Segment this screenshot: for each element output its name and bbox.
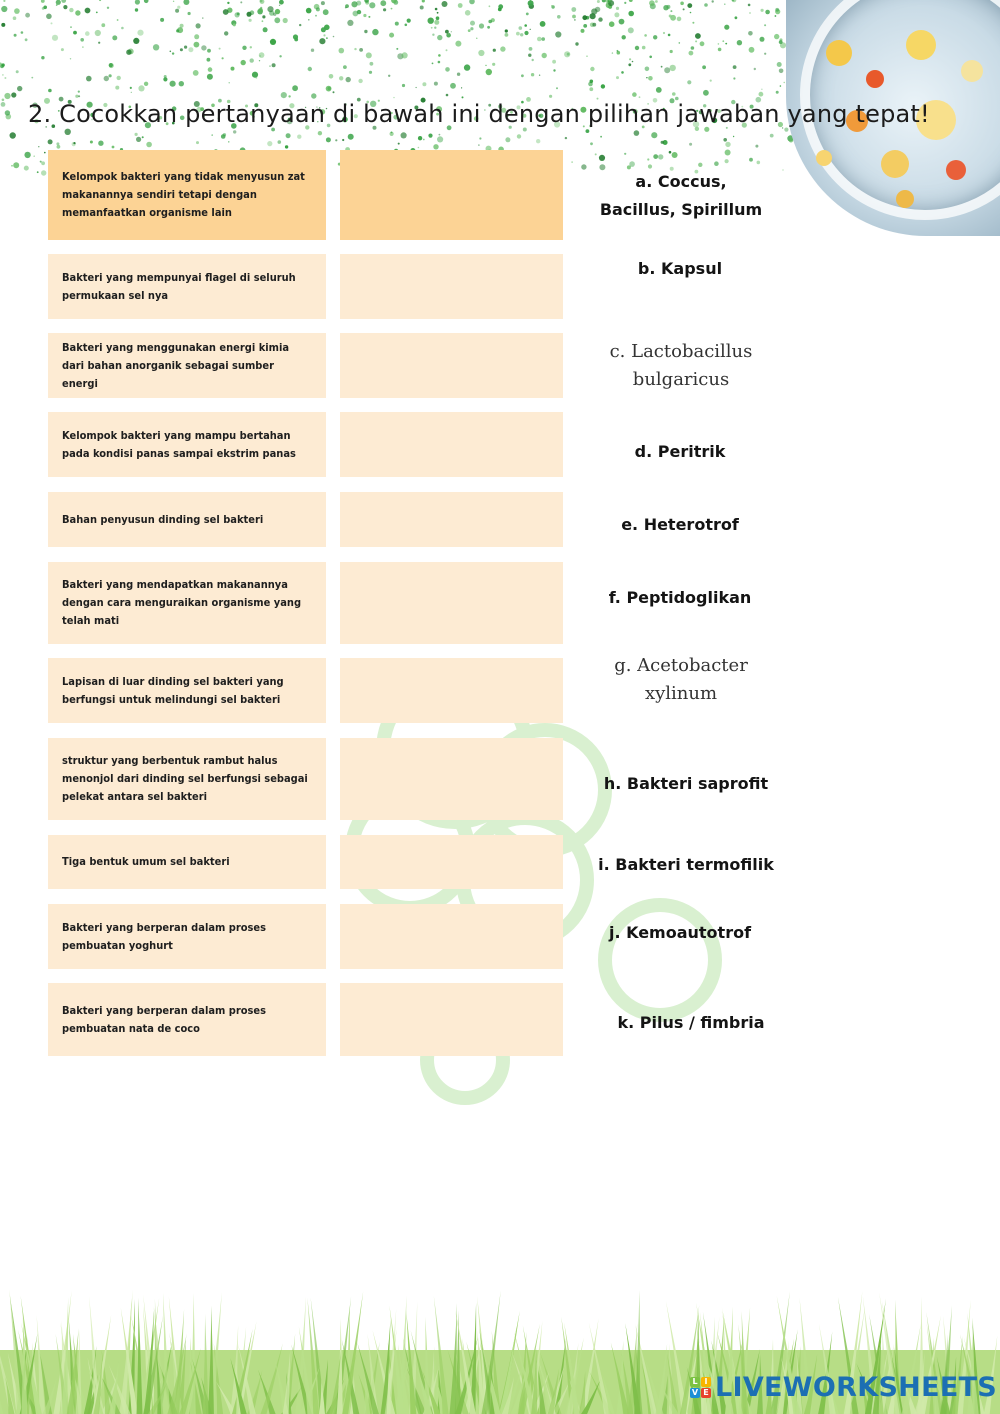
answer-drop-box[interactable]	[340, 658, 563, 723]
question-text: Tiga bentuk umum sel bakteri	[62, 855, 230, 868]
answer-option[interactable]: d. Peritrik	[634, 442, 726, 461]
brand-name: LIVEWORKSHEETS	[715, 1372, 998, 1403]
question-text: Bahan penyusun dinding sel bakteri	[62, 512, 264, 526]
question-box	[48, 562, 326, 644]
question-box	[48, 333, 326, 398]
question-box	[48, 658, 326, 723]
question-text: Bakteri yang berperan dalam proses pembuatan nata de coco	[62, 1003, 267, 1035]
answer-drop-box[interactable]	[340, 254, 563, 319]
answer-option[interactable]: c. Lactobacillus bulgaricus	[609, 341, 753, 390]
page-title: 2. Cocokkan pertanyaan di bawah ini dengan pilihan jawaban yang tepat!	[28, 100, 930, 128]
question-box	[48, 412, 326, 477]
question-box	[48, 835, 326, 889]
question-text: Kelompok bakteri yang tidak menyusun zat makanannya sendiri tetapi dengan memanfaatkan organisme lain	[62, 170, 305, 219]
question-text: struktur yang berbentuk rambut halus menonjol dari dinding sel berfungsi sebagai pelekat antara sel bakteri	[62, 754, 308, 803]
answer-drop-box[interactable]	[340, 835, 563, 889]
answer-option[interactable]: g. Acetobacter xylinum	[614, 655, 748, 704]
question-box	[48, 983, 326, 1056]
answer-option[interactable]: a. Coccus, Bacillus, Spirillum	[599, 172, 763, 219]
logo-letter: E	[701, 1388, 711, 1398]
question-box	[48, 904, 326, 969]
answer-option[interactable]: i. Bakteri termofilik	[598, 855, 774, 874]
question-text: Bakteri yang berperan dalam proses pembuatan yoghurt	[62, 920, 267, 952]
logo-letter: V	[691, 1388, 699, 1397]
question-text: Lapisan di luar dinding sel bakteri yang berfungsi untuk melindungi sel bakteri	[62, 674, 284, 706]
liveworksheets-icon	[690, 1377, 711, 1398]
question-text: Bakteri yang mendapatkan makanannya dengan cara menguraikan organisme yang telah mati	[62, 578, 302, 627]
question-box	[48, 254, 326, 319]
answer-drop-box[interactable]	[340, 492, 563, 547]
answer-option[interactable]: k. Pilus / fimbria	[617, 1013, 765, 1032]
answer-drop-box[interactable]	[340, 904, 563, 969]
question-box	[48, 492, 326, 547]
answer-drop-box[interactable]	[340, 150, 563, 240]
logo-letter: L	[690, 1377, 700, 1387]
question-text: Kelompok bakteri yang mampu bertahan pada kondisi panas sampai ekstrim panas	[62, 428, 296, 460]
logo-letter: I	[701, 1377, 711, 1387]
liveworksheets-logo	[690, 1372, 997, 1403]
answer-option[interactable]: f. Peptidoglikan	[608, 588, 752, 607]
answer-drop-box[interactable]	[340, 333, 563, 398]
answer-option[interactable]: h. Bakteri saprofit	[603, 774, 769, 793]
answer-option[interactable]: j. Kemoautotrof	[608, 923, 752, 942]
question-text: Bakteri yang mempunyai flagel di seluruh permukaan sel nya	[62, 270, 296, 302]
answer-option[interactable]: e. Heterotrof	[621, 515, 739, 534]
answer-drop-box[interactable]	[340, 738, 563, 820]
answer-drop-box[interactable]	[340, 983, 563, 1056]
answer-drop-box[interactable]	[340, 412, 563, 477]
question-box	[48, 150, 326, 240]
answer-option[interactable]: b. Kapsul	[637, 259, 723, 278]
question-box	[48, 738, 326, 820]
answer-drop-box[interactable]	[340, 562, 563, 644]
question-text: Bakteri yang menggunakan energi kimia dari bahan anorganik sebagai sumber energi	[62, 340, 290, 390]
